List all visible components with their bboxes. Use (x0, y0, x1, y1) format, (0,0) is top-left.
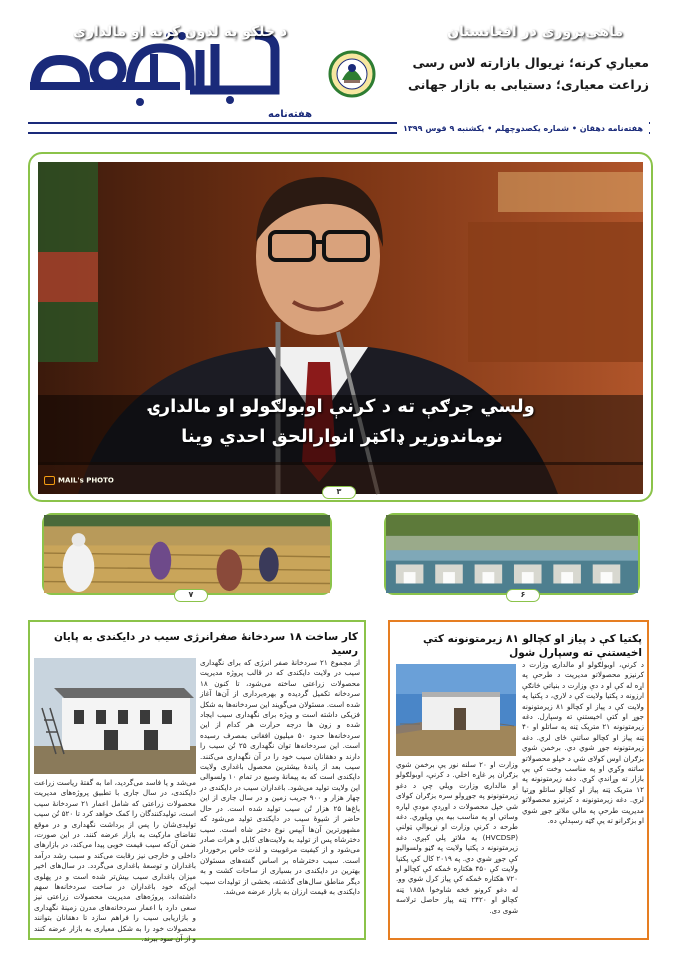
teaser-fish-farming-page[interactable]: ۶ (506, 589, 540, 602)
logo-wordmark-icon (30, 30, 280, 110)
harvest-field-photo-icon (44, 515, 330, 593)
article-potato-storage-title[interactable]: پکتیا کې د پیاز او کچالو ۸۱ زیرمتونونه کتې اخیستنې ته وسپارل شول (423, 633, 642, 659)
cover-headline[interactable] (107, 392, 577, 452)
cold-storage-photo[interactable] (34, 658, 196, 774)
masthead-headline-pashto[interactable]: معياري کرنه؛ نړيوال بازارته لاس رسی (412, 55, 649, 70)
teaser-fish-farming[interactable] (384, 513, 640, 595)
fish-pond-photo-icon (386, 515, 638, 593)
photo-credit (44, 476, 114, 485)
cover-page-ref[interactable]: ٣ (322, 486, 356, 499)
storage-building-photo-icon (396, 664, 516, 756)
teaser-community-farming-page[interactable]: ۷ (174, 589, 208, 602)
cover-headline-line-1: ولسي جرګې ته د کرنې اوبولګولو او مالدارۍ (149, 396, 535, 417)
masthead-headline-dari[interactable]: زراعت معیاری؛ دستیابی به بازار جهانی (407, 77, 649, 92)
article-potato-storage-column-2: وزارت او ۲۰ سلنه نور یې برخمن شوي بزګران پر غاړه اخلي. د کرنې، اوبولګولو او مالدارۍ وزارت ویلي چې د دغو زیرمتونونو په جوړولو سره بزګران کولای شي خپل محصولات د اوږدې مودې لپاره وساتي او په مناسب بیه یې وپلوري. دغه طرحه د کرنې وزارت او نړیوالې ټولنې (HVCDSP) په ملاتړ پلي کېږي. دغه زیرمتونونه د پکتیا ولایت په ګڼو ولسوالیو کې جوړ شوي دي. په ۲۰۱۹ کال کې پکتیا ولایت کې ۴۵۰ هکتاره ځمکه کې کچالو او ۷۲۰ هکتاره ځمکه کې پیاز کرل شوي وو. له دغو کرونو څخه شاوخوا ۱۸۵۸ ټنه کچالو او ۲۴۲۰ ټنه پیاز حاصل ترلاسه شوی دی. (396, 760, 519, 915)
newspaper-logo (30, 30, 280, 110)
article-cold-storage-column-1: از مجموع ۲۱ سردخانهٔ صفر انرژی که برای نگهداری سیب در ولایت دایکندی که در قالب پروژه مدیریت محصولات زراعتی ساخته می‌شود، تا کنون ۱۸ سردخانه تکمیل گردیده و بهره‌برداری از آن‌ها آغاز شده است. مسئولان می‌گویند این سردخانه‌ها به شکل فزیکی داشته است و ویژه برای نگهداری سیب ایجاد شده و زون ها درجه حرارت هر کدام از این سردخانه‌ها حدود ۵۰ میلیون افغانی بمصرف رسیده است. این سردخانه‌ها توان نگهداری ۲۵ تُن سیب را دارند و دهقانان سیب خود را در آن نگهداری می‌کنند. سیب بعد از پاندهٔ بیشترین محصول باغداری ولایت دایکندی است که به پیمانهٔ وسیع در تمام ۱۰ ولسوالی این ولایت تولید می‌شود. باغداران سیب در دایکندی در چهار هزار و ۹۰۰ جریب زمین و در سال جاری از این باغ‌ها ۲۵ هزار تُن سیب تولید شده است. در حال حاضر از شیوهٔ سیب در دایکندی تولید می‌شود که مشهورترین آن‌ها آیپس نوع دختر شاه است. سیب دخترشاه پس از تولید به ولایت‌های کابل و هرات صادر می‌شود و از کیفیت مرغوبیت و لذت خاص برخوردار است. سیب دخترشاه بر اساس گفته‌های مسئولان بهترین در دایکندی در بسیاری از ساحات کشت و به دیگر مناطق سال‌های گذشته، بخشی از تولیدات سیب دایکندی به قیمت ارزان به بازار عرضه می‌شد. (200, 658, 360, 896)
ministry-emblem-icon (328, 50, 376, 98)
camera-icon (44, 476, 55, 485)
teaser-community-farming-label: د خلکو په لدون کرنه او مالداري (73, 24, 287, 40)
masthead-headlines (399, 52, 649, 96)
dateline: هفته‌نامه دهقان • شماره یکصدوچهلم • یکشنبه ۹ قوس ۱۳۹۹ (397, 122, 649, 136)
article-potato-storage-column-1: د کرنې، اوبولګولو او مالدارۍ وزارت د کرنیزو محصولاتو مدیریت د طرحې په اړه له کې او د دې وزارت د بنیاتي څانګې ارزونه د پکتیا ولايت کې د لاري، د پکتیا په ولایت کې د پیاز او کچالو ۸۱ زیرمتونونه جوړ او کتې اخیستنې ته وسپارل. دغه زیرمتونونه ۲۱ متریک ټنه په ساتلو او ۴۰ ټنه پیاز او کچالو ساتنې ځای لري. دغه زیرمتونونه جوړ شوي دي. برخمن شوي بزګران اوس کولای شي د خپلو محصولاتو ساتنه وکړي او په مناسب وخت کې یې بازار ته وړاندې کړي. دغه زیرمتونونه په ۱۲ متریک ټنه پیاز او کچالو ساتلو وړتیا لري. دغه زیرمتونونه د کرنیزو محصولاتو مدیریت طرحې په مالي ملاتړ جوړ شوي او بزګرانو ته یې ګټه رسېدلې ده. (522, 660, 644, 826)
article-cold-storage-column-2: می‌شد و یا فاسد می‌گردید، اما به گفتهٔ ریاست زراعت دایکندی، در سال جاری با تطبیق پروژه‌های مدیریت محصولات زراعتی که شامل اعمار ۲۱ سردخانهٔ سیب است، تولیدکنندگان را کمک خواهد کرد تا ۵۲۰ تُن سیب تولیدی‌شان را پس از برداشت نگهداری و در موقع تقاضای مارکیت به بازار عرضه کنند. در این صورت، ضمن آن‌که سیب قیمت خوبی پیدا می‌کند، در بازارهای داخلی و خارجی نیز رقابت می‌کند و سبب رشد درآمد باغداران و توسعهٔ باغداری می‌گردد. در سال‌های اخیر میزان باغداری سیب بیش‌تر شده است و در پهلوی این‌که خود باغداران در ساخت سردخانه‌ها سهم داشته‌اند، پروژه‌های مدیریت محصولات زراعتی نیز سعی دارد با اعمار سردخانه‌های مدرن زمینهٔ نگهداری و بازاریابی سیب را فراهم سازد تا دهقانان بتوانند محصولات خود را به شکل معیاری به بازار عرضه کنند و از آن سود ببرند. (34, 778, 197, 944)
photo-credit-text: MAIL's PHOTO (58, 476, 114, 485)
cover-headline-line-2: نوماندوزیر ډاکټر انوارالحق احدي وینا (181, 426, 503, 447)
cold-storage-building-photo-icon (34, 658, 196, 774)
teaser-fish-farming-label: ماهی‌پروری در افغانستان (447, 24, 623, 40)
article-cold-storage-title[interactable]: کار ساخت ۱۸ سردخانهٔ صفرانرژی سیب در دایکندی به پایان رسید (53, 631, 358, 657)
teaser-community-farming[interactable] (42, 513, 332, 595)
logo-subtitle: هفته‌نامه (268, 109, 313, 120)
potato-storage-photo[interactable] (396, 664, 516, 756)
masthead (0, 0, 677, 140)
